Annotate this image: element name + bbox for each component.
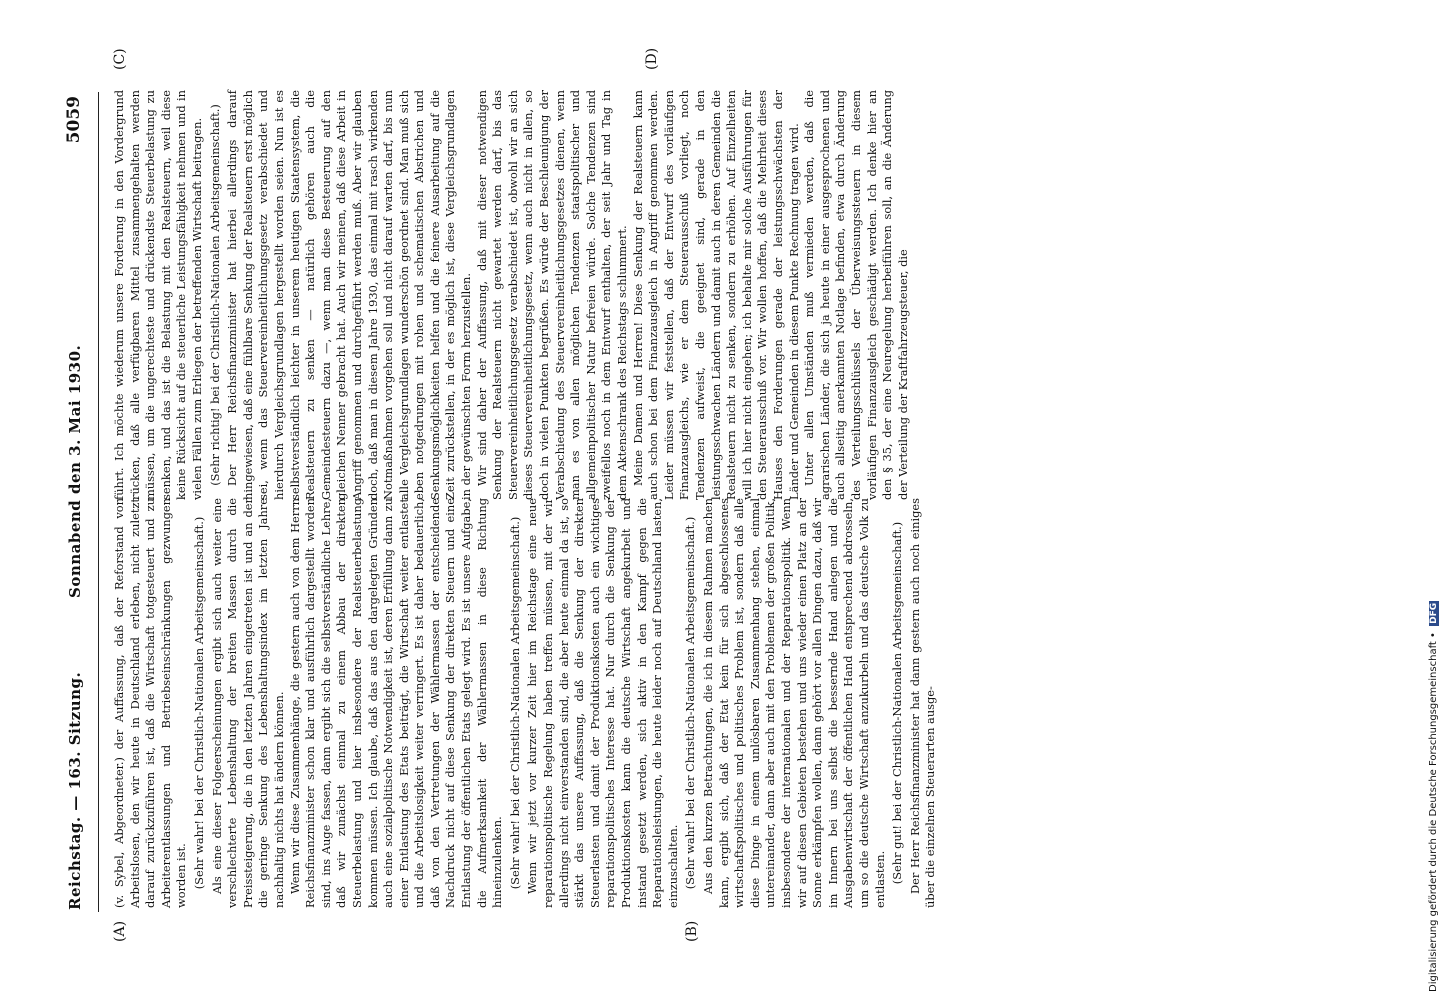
digitization-credit xyxy=(1412,0,1439,1000)
paragraph: führt. Ich möchte wiederum unsere Forderung in den Vordergrund rücken, daß alle verfügbaren Mittel zusammengehalten werden müssen, um die ungerechteste und drückendste Steuerbelastung zu senken, und das ist die Belastung mit den Realsteuern, weil diese keine Rücksicht auf die steuerliche Leistungsfähigkeit nehmen und in vielen Fällen zum Erliegen der betreffenden Wirtschaft beitragen. xyxy=(112,90,204,500)
paragraph: Wenn wir jetzt vor kurzer Zeit hier im Reichstage eine neue reparationspolitische Regelung haben treffen müssen, mit der wir allerdings nicht einverstanden sind, die aber heute einmal da ist, so stärkt das unsere Auffassung, daß die Senkung der direkten Steuerlasten und damit der Produktionskosten auch ein wichtiges reparationspolitisches Interesse hat. Nur durch die Senkung der Produktionskosten kann die deutsche Wirtschaft angekurbelt und instand gesetzt werden, sich aktiv in den Kampf gegen die Reparationsleistungen, die heute leider noch auf Deutschland lasten, einzuschalten. xyxy=(525,498,680,908)
running-header xyxy=(62,0,94,1000)
interjection: (Sehr wahr! bei der Christlich-Nationalen Arbeitsgemeinschaft.) xyxy=(191,516,206,890)
left-text-column xyxy=(112,498,1342,908)
paragraph: Aus den kurzen Betrachtungen, die ich in diesem Rahmen machen kann, ergibt sich, daß der Etat kein für sich abgeschlossenes wirtschaftspolitisches und politisches Problem ist, sondern daß alle diese Dinge in einem unlösbaren Zusammenhang stehen, einmal untereinander, dann aber auch mit den Problemen der großen Politik, insbesondere der internationalen und der Reparationspolitik. Wenn wir auf diesen Gebieten bestehen und uns wieder einen Platz an der Sonne erkämpfen wollen, dann gehört vor allen Dingen dazu, daß wir im Innern bei uns selbst die bessernde Hand anlegen und die Ausgabenwirtschaft der öffentlichen Hand entsprechend abdrosseln, um so die deutsche Wirtschaft anzukurbeln und das deutsche Volk zu entlasten. xyxy=(700,498,887,908)
paragraph: (v. Sybel, Abgeordneter.) der Auffassung, daß der Reforstand von Arbeitslosen, den wir heute in Deutschland erleben, nicht zuletzt darauf zurückzuführen ist, daß die Wirtschaft totgesteuert und zu Arbeiterentlassungen und Betriebseinschränkungen gezwungen worden ist. xyxy=(112,498,189,908)
paragraph: Wenn wir diese Zusammenhänge, die gestern auch von dem Herrn Reichsfinanzminister schon klar und ausführlich dargestellt worden sind, ins Auge fassen, dann ergibt sich die selbstverständliche Lehre, daß wir zunächst einmal zu einem Abbau der direkten Steuerbelastung und hier insbesondere der Realsteuerbelastung kommen müssen. Ich glaube, daß das aus den dargelegten Gründen auch eine sozialpolitische Notwendigkeit ist, deren Erfüllung dann zu einer Entlastung des Etats beiträgt, die Wirtschaft weiter entlastet und die Arbeitslosigkeit weiter verringert. Es ist daher bedauerlich, daß von den Vertretungen der Wählermassen der entscheidende Nachdruck nicht auf diese Senkung der direkten Steuern und eine Entlastung der öffentlichen Etats gelegt wird. Es ist unsere Aufgabe, die Aufmerksamkeit der Wählermassen in diese Richtung hineinzulenken. xyxy=(287,498,505,908)
header-left: Reichstag. — 163. Sitzung. xyxy=(66,671,84,910)
margin-mark-c: (C) xyxy=(112,48,128,70)
page-number: 5059 xyxy=(64,96,84,144)
interjection: (Sehr wahr! bei der Christlich-Nationalen Arbeitsgemeinschaft.) xyxy=(507,516,522,890)
margin-mark-d: (D) xyxy=(644,47,660,70)
header-date: Sonnabend den 3. Mai 1930. xyxy=(66,344,84,598)
header-rule xyxy=(98,92,99,912)
digitization-note: Digitalisierung gefördert durch die Deutsche Forschungsgemeinschaft • xyxy=(1428,632,1439,992)
paragraph: Der Herr Reichsfinanzminister hat dann gestern auch noch einiges über die einzelnen Steuerarten ausge- xyxy=(907,498,938,908)
paragraph: Der Herr Reichsfinanzminister hat hierbei allerdings darauf hingewiesen, daß eine fühlbare Senkung der Realsteuern erst möglich sei, wenn das Steuervereinheitlichungsgesetz verabschiedet und hierdurch Vergleichsgrundlagen hergestellt worden seien. Nun ist es selbstverständlich leichter in unserem heutigen Staatensystem, die Realsteuern zu senken — natürlich gehören auch die Gemeindesteuern dazu —, wenn man diese Besteuerung auf den gleichen Nenner gebracht hat. Auch wir meinen, daß diese Arbeit in Angriff genommen und durchgeführt werden muß. Aber wir glauben doch, daß man in diesem Jahre 1930, das einmal mit rasch wirkenden Notmaßnahmen vorgehen soll und nicht darauf warten darf, bis nun alle Vergleichsgrundlagen wunderschön geordnet sind. Man muß sich eben notgedrungen mit rohen und schematischen Abstrichen und Senkungsmöglichkeiten helfen und die feinere Ausarbeitung auf die Zeit zurückstellen, in der es möglich ist, diese Vergleichsgrundlagen in der gewünschten Form herzustellen. xyxy=(225,90,474,500)
interjection: (Sehr richtig! bei der Christlich-Nationalen Arbeitsgemeinschaft.) xyxy=(207,104,222,486)
margin-mark-a: (A) xyxy=(112,920,128,942)
paragraph: Wir sind daher der Auffassung, daß mit dieser notwendigen Senkung der Realsteuern nicht gewartet werden darf, bis das Steuervereinheitlichungsgesetz verabschiedet ist, obwohl wir an sich dieses Steuervereinheitlichungsgesetz, wenn auch nicht in allen, so doch in vielen Punkten begrüßen. Es würde der Beschleunigung der Verabschiedung des Steuervereinheitlichungsgesetzes dienen, wenn man es von allen möglichen Tendenzen staatspolitischer und allgemeinpolitischer Natur befreien würde. Solche Tendenzen sind zweifellos noch in dem Entwurf enthalten, der seit Jahr und Tag in dem Aktenschrank des Reichstags schlummert. xyxy=(474,90,629,500)
dfg-logo: DFG xyxy=(1429,602,1439,624)
interjection: (Sehr wahr! bei der Christlich-Nationalen Arbeitsgemeinschaft.) xyxy=(683,516,698,890)
paragraph: Unter allen Umständen muß vermieden werden, daß die agrarischen Länder, die sich ja heute in einer ausgesprochenen und auch allseitig anerkannten Notlage befinden, etwa durch Änderung des Verteilungsschlüssels der Überweisungssteuern in diesem vorläufigen Finanzausgleich geschädigt werden. Ich denke hier an den § 35, der eine Neuregelung herbeiführen soll, an die Änderung der Verteilung der Kraftfahrzeugsteuer, die xyxy=(802,90,910,500)
interjection: (Sehr gut! bei der Christlich-Nationalen Arbeitsgemeinschaft.) xyxy=(890,521,905,885)
margin-mark-b: (B) xyxy=(684,920,700,942)
paragraph: Als eine dieser Folgeerscheinungen ergibt sich auch weiter eine verschlechterte Lebenshaltung der breiten Massen durch die Preissteigerung, die in den letzten Jahren eingetreten ist und an der die geringe Senkung des Lebenshaltungsindex im letzten Jahre nachhaltig nichts hat ändern können. xyxy=(209,498,286,908)
right-text-column xyxy=(112,90,1342,500)
paragraph: Meine Damen und Herren! Diese Senkung der Realsteuern kann auch schon bei dem Finanzausgleich in Angriff genommen werden. Leider müssen wir feststellen, daß der Entwurf des vorläufigen Finanzausgleichs, wie er dem Steuerausschuß vorliegt, noch Tendenzen aufweist, die geeignet sind, gerade in den leistungsschwachen Ländern und damit auch in deren Gemeinden die Realsteuern nicht zu senken, sondern zu erhöhen. Auf Einzelheiten will ich hier nicht eingehen; ich behalte mir solche Ausführungen für den Steuerausschuß vor. Wir wollen hoffen, daß die Mehrheit dieses Hauses den Forderungen gerade der leistungsschwächsten der Länder und Gemeinden in diesem Punkte Rechnung tragen wird. xyxy=(630,90,801,500)
